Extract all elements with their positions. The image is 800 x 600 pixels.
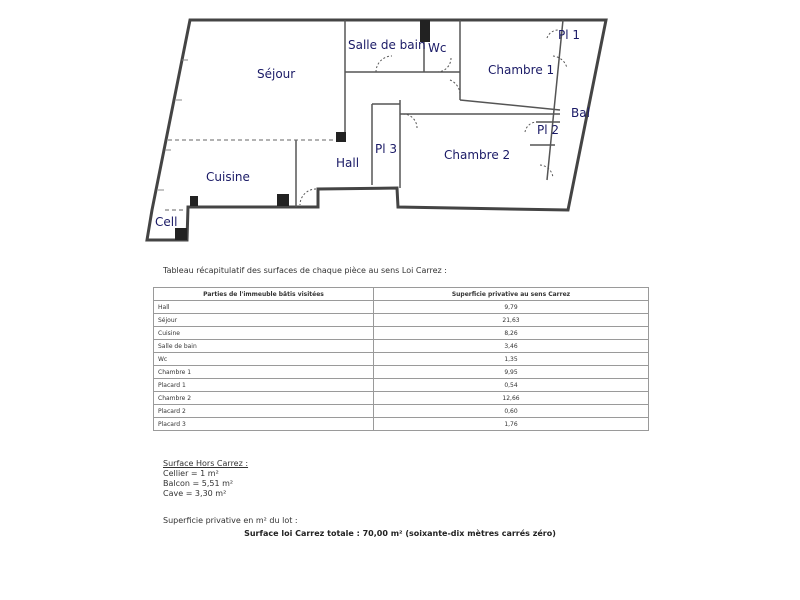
summary-intro: Tableau récapitulatif des surfaces de chaque pièce au sens Loi Carrez : bbox=[163, 266, 447, 275]
room-cell: Placard 2 bbox=[154, 405, 374, 418]
room-label-hall: Hall bbox=[336, 156, 360, 170]
room-cell: Wc bbox=[154, 353, 374, 366]
room-cell: Placard 1 bbox=[154, 379, 374, 392]
table-row bbox=[154, 379, 649, 392]
hors-carrez-line: Balcon = 5,51 m² bbox=[163, 479, 234, 488]
table-row bbox=[154, 327, 649, 340]
room-label-pl2: Pl 2 bbox=[537, 123, 560, 137]
hors-carrez-block bbox=[163, 459, 248, 499]
room-cell: Chambre 1 bbox=[154, 366, 374, 379]
room-label-salle-de-bain: Salle de bain bbox=[348, 38, 426, 52]
table-row bbox=[154, 418, 649, 431]
room-label-wc: Wc bbox=[428, 41, 447, 55]
table-row bbox=[154, 301, 649, 314]
table-row bbox=[154, 340, 649, 353]
room-label-chambre-1: Chambre 1 bbox=[488, 63, 555, 77]
hors-carrez-title: Surface Hors Carrez : bbox=[163, 459, 249, 468]
room-label-cell: Cell bbox=[155, 215, 178, 229]
privative-label: Superficie privative en m² du lot : bbox=[163, 516, 298, 525]
area-cell: 9,79 bbox=[374, 301, 649, 314]
room-cell: Hall bbox=[154, 301, 374, 314]
room-label-cuisine: Cuisine bbox=[206, 170, 250, 184]
area-cell: 9,95 bbox=[374, 366, 649, 379]
total-surface: Surface loi Carrez totale : 70,00 m² (soixante-dix mètres carrés zéro) bbox=[244, 529, 556, 538]
room-label-pl1: Pl 1 bbox=[558, 28, 581, 42]
room-cell: Cuisine bbox=[154, 327, 374, 340]
area-cell: 0,60 bbox=[374, 405, 649, 418]
room-label-bal: Bal bbox=[571, 106, 590, 120]
table-row bbox=[154, 353, 649, 366]
surface-table bbox=[153, 287, 649, 431]
area-cell: 12,66 bbox=[374, 392, 649, 405]
room-cell: Chambre 2 bbox=[154, 392, 374, 405]
area-cell: 3,46 bbox=[374, 340, 649, 353]
floor-plan bbox=[0, 0, 800, 260]
table-row bbox=[154, 366, 649, 379]
area-cell: 8,26 bbox=[374, 327, 649, 340]
table-row bbox=[154, 314, 649, 327]
hors-carrez-line: Cellier = 1 m² bbox=[163, 469, 219, 478]
room-cell: Séjour bbox=[154, 314, 374, 327]
table-row bbox=[154, 392, 649, 405]
area-cell: 1,76 bbox=[374, 418, 649, 431]
room-label-chambre-2: Chambre 2 bbox=[444, 148, 511, 162]
column-header-area: Superficie privative au sens Carrez bbox=[374, 288, 649, 301]
room-label-pl3: Pl 3 bbox=[375, 142, 398, 156]
hors-carrez-line: Cave = 3,30 m² bbox=[163, 489, 227, 498]
area-cell: 21,63 bbox=[374, 314, 649, 327]
area-cell: 0,54 bbox=[374, 379, 649, 392]
room-label-sejour: Séjour bbox=[257, 67, 296, 81]
table-row bbox=[154, 405, 649, 418]
room-cell: Placard 3 bbox=[154, 418, 374, 431]
room-cell: Salle de bain bbox=[154, 340, 374, 353]
area-cell: 1,35 bbox=[374, 353, 649, 366]
column-header-rooms: Parties de l'immeuble bâtis visitées bbox=[154, 288, 374, 301]
table-header-row bbox=[154, 288, 649, 301]
